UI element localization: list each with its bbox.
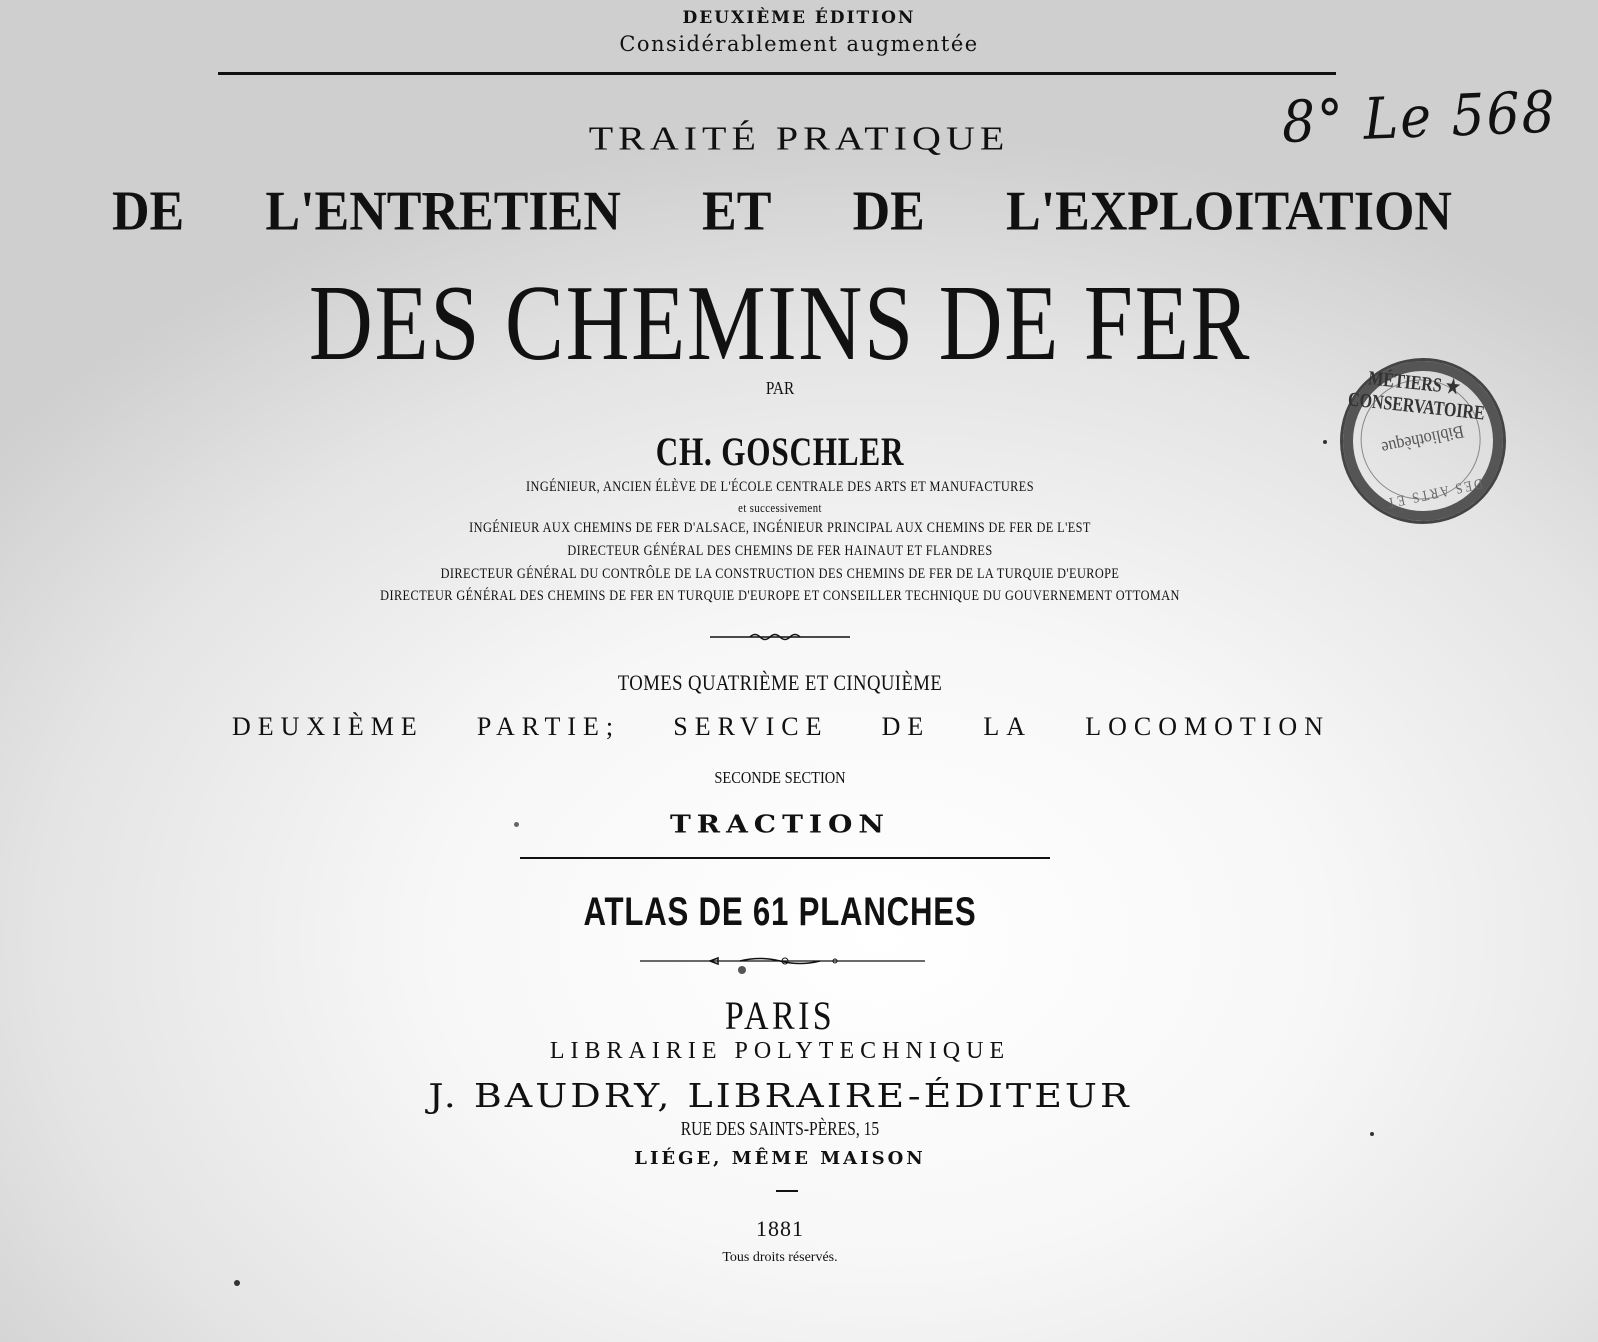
part-word: LA [983, 712, 1033, 741]
title-line-2 [112, 180, 1452, 244]
part-word: PARTIE; [476, 712, 621, 741]
volume-section: SECONDE SECTION [714, 768, 846, 787]
title-line-1: TRAITÉ PRATIQUE [588, 118, 1010, 158]
edition-note: Considérablement augmentée [619, 32, 979, 56]
author-qualification: DIRECTEUR GÉNÉRAL DU CONTRÔLE DE LA CONSTRUCTION DES CHEMINS DE FER DE LA TURQUIE D'EUROPE [440, 566, 1120, 582]
stamp-top-text: MÉTIERS ★ CONSERVATOIRE [1346, 367, 1486, 425]
ink-speck [738, 966, 746, 974]
title-word: L'EXPLOITATION [1006, 181, 1452, 243]
title-word: DE [112, 181, 185, 243]
short-rule [776, 1190, 798, 1192]
imprint-bookshop: LIBRAIRIE POLYTECHNIQUE [549, 1038, 1011, 1064]
publication-year: 1881 [756, 1216, 804, 1241]
part-word: SERVICE [673, 712, 829, 741]
handwritten-shelfmark: 8° Le 568 [1281, 79, 1558, 157]
stamp-middle-text: Bibliothèque [1379, 421, 1466, 459]
by-label: PAR [765, 378, 795, 398]
imprint-address: RUE DES SAINTS-PÈRES, 15 [680, 1118, 880, 1140]
stamp-bottom-text: DES ARTS ET [1383, 474, 1485, 511]
volume-subject: TRACTION [669, 810, 891, 839]
title-word: ET [702, 181, 772, 243]
imprint-publisher: J. BAUDRY, LIBRAIRE-ÉDITEUR [428, 1077, 1132, 1115]
ornament-divider [640, 956, 925, 966]
imprint-branch: LIÉGE, MÊME MAISON [634, 1148, 926, 1169]
header-rule [218, 72, 1336, 75]
ink-speck [514, 822, 519, 827]
atlas-heading: ATLAS DE 61 PLANCHES [583, 890, 977, 934]
author-qualification: et successivement [738, 500, 822, 515]
ink-speck [1370, 1132, 1374, 1136]
author-qualification: DIRECTEUR GÉNÉRAL DES CHEMINS DE FER EN TURQUIE D'EUROPE ET CONSEILLER TECHNIQUE DU GOUVERNEMENT OTTOMAN [380, 588, 1180, 604]
author-qualification: DIRECTEUR GÉNÉRAL DES CHEMINS DE FER HAINAUT ET FLANDRES [567, 543, 993, 559]
volume-tomes: TOMES QUATRIÈME ET CINQUIÈME [617, 670, 943, 695]
part-word: DE [881, 712, 931, 741]
rights-notice: Tous droits réservés. [722, 1250, 838, 1265]
title-word: DE [852, 181, 925, 243]
edition-heading: DEUXIÈME ÉDITION [682, 8, 916, 28]
ink-speck [234, 1280, 240, 1286]
part-word: LOCOMOTION [1085, 712, 1330, 741]
ornament-divider [710, 632, 850, 642]
author-name: CH. GOSCHLER [655, 429, 905, 474]
main-title: DES CHEMINS DE FER [308, 264, 1252, 383]
volume-part [232, 712, 1330, 742]
imprint-city: PARIS [724, 993, 836, 1038]
part-word: DEUXIÈME [232, 712, 424, 741]
author-qualification: INGÉNIEUR, ANCIEN ÉLÈVE DE L'ÉCOLE CENTRALE DES ARTS ET MANUFACTURES [526, 479, 1034, 495]
section-rule [520, 857, 1050, 859]
author-qualification: INGÉNIEUR AUX CHEMINS DE FER D'ALSACE, INGÉNIEUR PRINCIPAL AUX CHEMINS DE FER DE L'EST [469, 520, 1091, 536]
title-word: L'ENTRETIEN [265, 181, 621, 243]
